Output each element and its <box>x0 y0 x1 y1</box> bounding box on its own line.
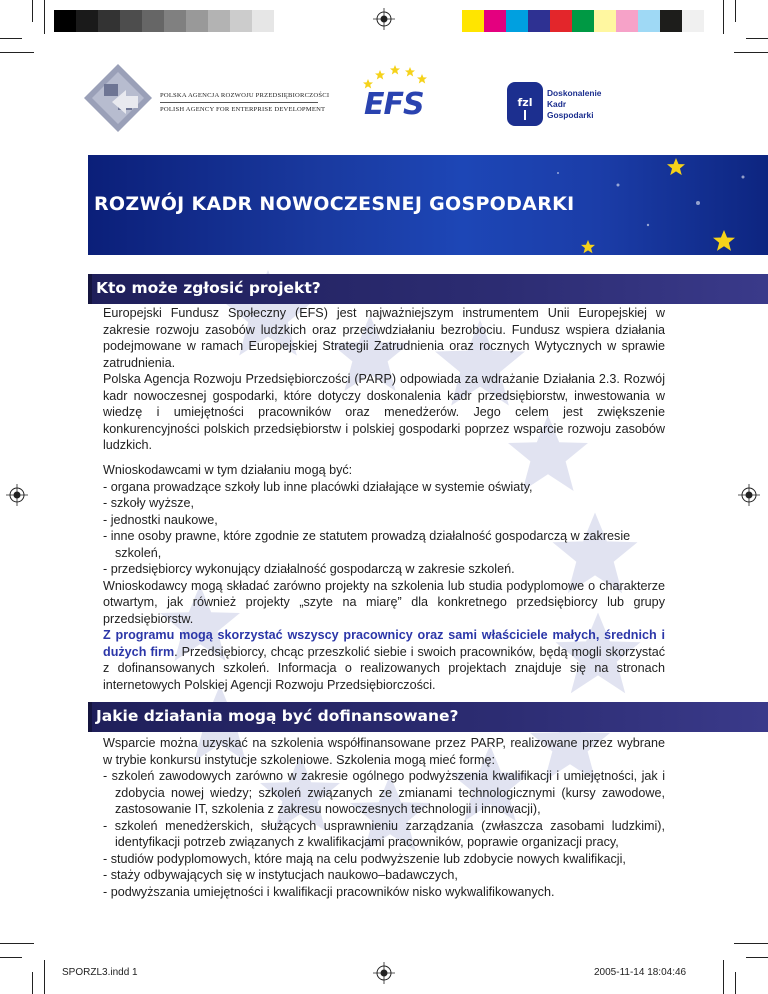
slug-filename: SPORZL3.indd 1 <box>62 967 138 978</box>
dkg-line-2: Kadr <box>547 99 567 109</box>
section1-body <box>103 305 665 454</box>
section2-body <box>103 735 665 900</box>
list-item: - studiów podyplomowych, które mają na celu podwyższenie lub zdobycie nowych kwalifikacji, <box>103 851 626 866</box>
list-item: - szkoleń menedżerskich, służących usprawnieniu zarządzania (zwłaszcza zasobami ludzkimi), identyfikacji potrzeb związanych z kwalifikacjami pracowników, poprawie organizacji pracy, <box>103 818 665 849</box>
banner-title: ROZWÓJ KADR NOWOCZESNEJ GOSPODARKI <box>94 193 575 215</box>
section1-para1: Europejski Fundusz Społeczny (EFS) jest najważniejszym instrumentem Unii Europejskiej w zakresie rozwoju zasobów ludzkich oraz przeciwdziałaniu bezrobociu. Fundusz wspiera działania podejmowane w ramach Europejskiej Strategii Zatrudnienia oraz rocznych Wytycznych w sprawie zatrudnienia. <box>103 306 665 370</box>
section2-title: Jakie działania mogą być dofinansowane? <box>96 707 459 725</box>
section1-para4 <box>103 627 665 693</box>
efs-label: EFS <box>364 87 424 122</box>
section1-intro: Wnioskodawcami w tym działaniu mogą być: <box>103 463 353 477</box>
dkg-line-1: Doskonalenie <box>547 88 602 98</box>
list-item: - szkoleń zawodowych zarówno w zakresie ogólnego podwyższenia kwalifikacji i umiejętności, jak i zdobycia nowej wiedzy; szkoleń związanych ze zmianami technologicznymi (kursy zawodowe, zastosowanie IT, szkolenia z zakresu nowoczesnych technologii i innowacji), <box>103 769 665 816</box>
list-item: - jednostki naukowe, <box>103 512 218 527</box>
dkg-badge-icon <box>507 82 543 126</box>
list-item: - przedsiębiorcy wykonujący działalność gospodarczą w zakresie szkoleń. <box>103 562 515 576</box>
section1-para4-rest: . Przedsiębiorcy, chcąc przeszkolić siebie i swoich pracowników, będą mogli skorzystać z dofinansowanych szkoleń. Informacja o realizowanych projektach znajduje się na stronach internetowych Polskiej Agencji Rozwoju Przedsiębiorczości. <box>103 644 665 692</box>
section1-para3: Wnioskodawcy mogą składać zarówno projekty na szkolenia lub studia podyplomowe o charakterze otwartym, jak również projekty „szyte na miarę” dla konkretnego przedsiębiorcy lub grupy przedsiębiorstw. <box>103 578 665 626</box>
parp-divider <box>160 102 318 103</box>
parp-emblem-icon <box>82 62 154 134</box>
list-item: - szkoły wyższe, <box>103 496 194 510</box>
registration-mark-bottom-icon <box>373 962 395 984</box>
list-item: - inne osoby prawne, które zgodnie ze statutem prowadzą działalność gospodarczą w zakresie szkoleń, <box>103 529 631 560</box>
section1-applicants <box>103 462 665 693</box>
registration-mark-top-icon <box>373 8 395 30</box>
dkg-line-3: Gospodarki <box>547 110 594 120</box>
slug-timestamp: 2005-11-14 18:04:46 <box>594 967 687 978</box>
section1-para2: Polska Agencja Rozwoju Przedsiębiorczości (PARP) odpowiada za wdrażanie Działania 2.3. Rozwój kadr nowoczesnej gospodarki, które dotyczy doskonalenia kadr przedsiębiorstw, inwestowania w wiedzę i umiejętności pracowników oraz menedżerów. Jego celem jest zwiększenie konkurencyjności polskich przedsiębiorstw i polskiej gospodarki poprzez wsparcie rozwoju zasobów ludzkich. <box>103 372 665 452</box>
parp-name-pl: POLSKA AGENCJA ROZWOJU PRZEDSIĘBIORCZOŚCI <box>160 92 330 99</box>
section1-highlight: Z programu mogą skorzystać wszyscy pracownicy oraz sami właściciele małych, średnich i dużych firm <box>103 628 665 659</box>
list-item: - podwyższania umiejętności i kwalifikacji pracowników nisko wykwalifikowanych. <box>103 884 555 899</box>
list-item: - organa prowadzące szkoły lub inne placówki działające w systemie oświaty, <box>103 479 533 494</box>
section1-title: Kto może zgłosić projekt? <box>96 279 321 297</box>
list-item: - staży odbywających się w instytucjach naukowo–badawczych, <box>103 868 458 882</box>
parp-name-en: POLISH AGENCY FOR ENTERPRISE DEVELOPMENT <box>160 106 326 113</box>
svg-text:fzl: fzl <box>517 96 533 109</box>
section2-intro: Wsparcie można uzyskać na szkolenia współfinansowane przez PARP, realizowane przez wybrane w trybie konkursu instytucje szkoleniowe. Szkolenia mogą mieć formę: <box>103 736 665 767</box>
